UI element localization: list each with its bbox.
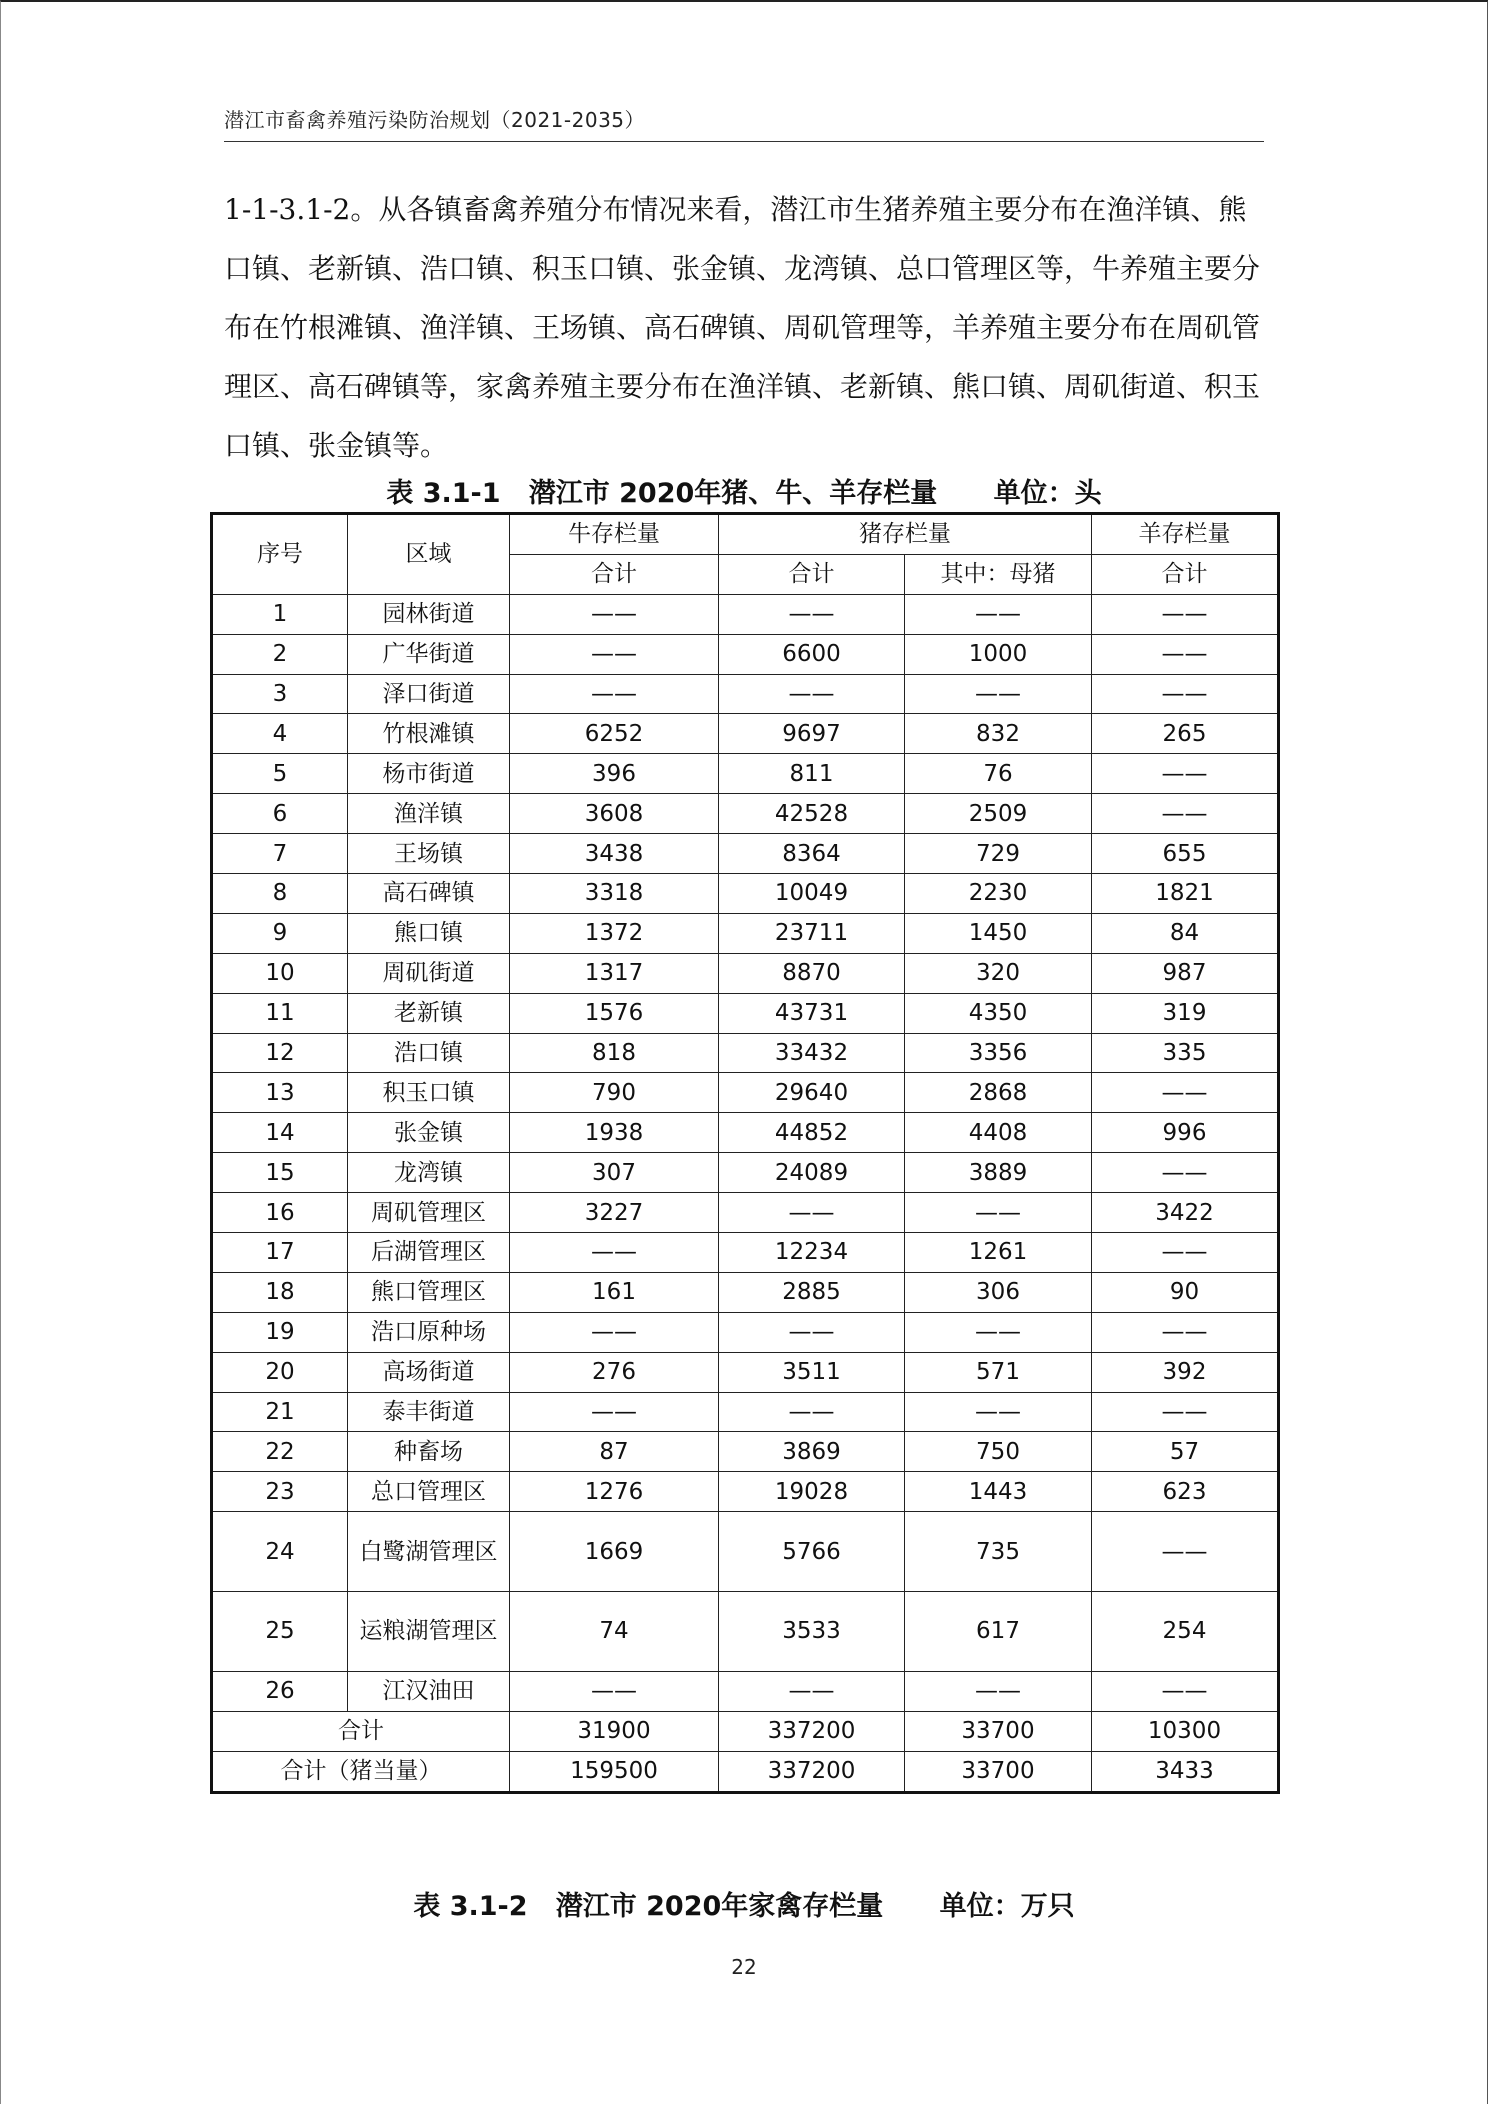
table-row <box>212 993 1279 1033</box>
cell-cattle-total: 818 <box>510 1033 719 1073</box>
cell-sheep-total: —— <box>1092 1392 1279 1432</box>
cell-seq: 2 <box>212 634 348 674</box>
cell-area: 后湖管理区 <box>348 1233 510 1273</box>
cell-seq: 5 <box>212 754 348 794</box>
cell-seq: 3 <box>212 674 348 714</box>
cell-sheep-total: 57 <box>1092 1432 1279 1472</box>
table-row <box>212 953 1279 993</box>
cell-pig-total: 42528 <box>719 794 905 834</box>
table-row <box>212 794 1279 834</box>
table-row <box>212 1472 1279 1512</box>
cell-pig-total: —— <box>719 594 905 634</box>
cell-seq: 22 <box>212 1432 348 1472</box>
table-row <box>212 1432 1279 1472</box>
cell-pig-total: 29640 <box>719 1073 905 1113</box>
table-caption-3-1-1: 表 3.1-1 潜江市 2020年猪、牛、羊存栏量 单位：头 <box>386 478 1102 509</box>
cell-pig-sow: 33700 <box>905 1711 1092 1751</box>
total-label: 合计 <box>212 1711 510 1751</box>
cell-cattle-total: —— <box>510 1312 719 1352</box>
cell-pig-total: 10049 <box>719 874 905 914</box>
cell-sheep-total: —— <box>1092 1153 1279 1193</box>
cell-sheep-total: —— <box>1092 794 1279 834</box>
cell-sheep-total: 623 <box>1092 1472 1279 1512</box>
table-row <box>212 1113 1279 1153</box>
cell-area: 泽口街道 <box>348 674 510 714</box>
cell-sheep-total: —— <box>1092 1671 1279 1711</box>
cell-seq: 26 <box>212 1671 348 1711</box>
cell-sheep-total: 84 <box>1092 913 1279 953</box>
cell-pig-total: 6600 <box>719 634 905 674</box>
cell-cattle-total: —— <box>510 674 719 714</box>
table-row <box>212 874 1279 914</box>
cell-seq: 6 <box>212 794 348 834</box>
cell-seq: 4 <box>212 714 348 754</box>
cell-cattle-total: 1938 <box>510 1113 719 1153</box>
cell-sheep-total: —— <box>1092 1233 1279 1273</box>
table-row <box>212 1153 1279 1193</box>
cell-pig-sow: 320 <box>905 953 1092 993</box>
cell-cattle-total: 307 <box>510 1153 719 1193</box>
cell-cattle-total: 1276 <box>510 1472 719 1512</box>
cell-pig-sow: 729 <box>905 834 1092 874</box>
cell-cattle-total: 276 <box>510 1352 719 1392</box>
cell-seq: 9 <box>212 913 348 953</box>
cell-pig-sow: —— <box>905 1392 1092 1432</box>
table-row <box>212 1671 1279 1711</box>
table-row <box>212 714 1279 754</box>
cell-pig-sow: 76 <box>905 754 1092 794</box>
table-row <box>212 754 1279 794</box>
cell-sheep-total: —— <box>1092 634 1279 674</box>
cell-sheep-total: 254 <box>1092 1592 1279 1672</box>
cell-cattle-total: 3318 <box>510 874 719 914</box>
cell-sheep-total: 987 <box>1092 953 1279 993</box>
cell-area: 竹根滩镇 <box>348 714 510 754</box>
cell-pig-sow: 1443 <box>905 1472 1092 1512</box>
cell-seq: 20 <box>212 1352 348 1392</box>
cell-pig-sow: 1261 <box>905 1233 1092 1273</box>
cell-pig-total: 3869 <box>719 1432 905 1472</box>
cell-seq: 23 <box>212 1472 348 1512</box>
table-row <box>212 1312 1279 1352</box>
cell-seq: 19 <box>212 1312 348 1352</box>
cell-area: 杨市街道 <box>348 754 510 794</box>
table-row <box>212 834 1279 874</box>
cell-seq: 13 <box>212 1073 348 1113</box>
cell-pig-total: 33432 <box>719 1033 905 1073</box>
cell-pig-sow: —— <box>905 674 1092 714</box>
cell-seq: 7 <box>212 834 348 874</box>
total-label: 合计（猪当量） <box>212 1751 510 1792</box>
cell-area: 泰丰街道 <box>348 1392 510 1432</box>
cell-cattle-total: 3608 <box>510 794 719 834</box>
cell-seq: 8 <box>212 874 348 914</box>
cell-cattle-total: —— <box>510 594 719 634</box>
cell-pig-sow: 2509 <box>905 794 1092 834</box>
cell-area: 王场镇 <box>348 834 510 874</box>
cell-sheep-total: 3422 <box>1092 1193 1279 1233</box>
cell-pig-total: —— <box>719 1193 905 1233</box>
cell-pig-sow: 571 <box>905 1352 1092 1392</box>
table-row <box>212 674 1279 714</box>
cell-cattle-total: 1669 <box>510 1512 719 1592</box>
cell-area: 高场街道 <box>348 1352 510 1392</box>
cell-sheep-total: —— <box>1092 1312 1279 1352</box>
cell-pig-sow: 4408 <box>905 1113 1092 1153</box>
page-number: 22 <box>731 1955 757 1979</box>
cell-pig-sow: —— <box>905 1193 1092 1233</box>
header-area: 区域 <box>348 514 510 595</box>
cell-area: 浩口镇 <box>348 1033 510 1073</box>
cell-pig-total: 2885 <box>719 1272 905 1312</box>
cell-cattle-total: 396 <box>510 754 719 794</box>
cell-sheep-total: 1821 <box>1092 874 1279 914</box>
cell-sheep-total: 335 <box>1092 1033 1279 1073</box>
cell-sheep-total: —— <box>1092 594 1279 634</box>
cell-area: 老新镇 <box>348 993 510 1033</box>
table-row <box>212 1233 1279 1273</box>
cell-pig-total: 5766 <box>719 1512 905 1592</box>
header-cattle: 牛存栏量 <box>510 514 719 555</box>
cell-area: 高石碑镇 <box>348 874 510 914</box>
cell-cattle-total: 31900 <box>510 1711 719 1751</box>
livestock-inventory-table <box>210 512 1280 1794</box>
cell-cattle-total: 87 <box>510 1432 719 1472</box>
paragraph-text: 1-1-3.1-2。从各镇畜禽养殖分布情况来看，潜江市生猪养殖主要分布在渔洋镇、熊口镇、老新镇、浩口镇、积玉口镇、张金镇、龙湾镇、总口管理区等，牛养殖主要分布在竹根滩镇、渔洋镇、王场镇、高石碑镇、周矶管理等，羊养殖主要分布在周矶管理区、高石碑镇等，家禽养殖主要分布在渔洋镇、老新镇、熊口镇、周矶街道、积玉口镇、张金镇等。 <box>224 193 1261 462</box>
cell-seq: 11 <box>212 993 348 1033</box>
cell-cattle-total: 790 <box>510 1073 719 1113</box>
cell-pig-total: 8364 <box>719 834 905 874</box>
cell-pig-sow: 1450 <box>905 913 1092 953</box>
cell-seq: 16 <box>212 1193 348 1233</box>
cell-pig-total: 43731 <box>719 993 905 1033</box>
cell-seq: 25 <box>212 1592 348 1672</box>
cell-seq: 14 <box>212 1113 348 1153</box>
cell-seq: 24 <box>212 1512 348 1592</box>
header-pig-sow: 其中：母猪 <box>905 554 1092 594</box>
cell-pig-sow: 306 <box>905 1272 1092 1312</box>
cell-area: 总口管理区 <box>348 1472 510 1512</box>
table-row <box>212 1392 1279 1432</box>
cell-pig-sow: 735 <box>905 1512 1092 1592</box>
cell-cattle-total: 1317 <box>510 953 719 993</box>
header-seq: 序号 <box>212 514 348 595</box>
cell-cattle-total: 74 <box>510 1592 719 1672</box>
table-row <box>212 1193 1279 1233</box>
cell-cattle-total: 1576 <box>510 993 719 1033</box>
cell-pig-total: 12234 <box>719 1233 905 1273</box>
cell-pig-total: —— <box>719 1671 905 1711</box>
cell-pig-total: 9697 <box>719 714 905 754</box>
total-row <box>212 1751 1279 1792</box>
cell-sheep-total: 392 <box>1092 1352 1279 1392</box>
cell-pig-total: 3533 <box>719 1592 905 1672</box>
cell-sheep-total: 90 <box>1092 1272 1279 1312</box>
cell-sheep-total: —— <box>1092 1512 1279 1592</box>
cell-area: 江汉油田 <box>348 1671 510 1711</box>
cell-cattle-total: —— <box>510 1233 719 1273</box>
cell-seq: 21 <box>212 1392 348 1432</box>
cell-cattle-total: 3227 <box>510 1193 719 1233</box>
cell-pig-total: 3511 <box>719 1352 905 1392</box>
body-paragraph <box>224 180 1264 475</box>
cell-area: 种畜场 <box>348 1432 510 1472</box>
running-header: 潜江市畜禽养殖污染防治规划（2021-2035） <box>224 104 1264 142</box>
table-row <box>212 594 1279 634</box>
cell-seq: 18 <box>212 1272 348 1312</box>
cell-pig-total: 24089 <box>719 1153 905 1193</box>
cell-area: 园林街道 <box>348 594 510 634</box>
cell-seq: 10 <box>212 953 348 993</box>
cell-area: 熊口镇 <box>348 913 510 953</box>
cell-area: 渔洋镇 <box>348 794 510 834</box>
table-row <box>212 1512 1279 1592</box>
cell-pig-total: —— <box>719 1392 905 1432</box>
cell-pig-sow: 33700 <box>905 1751 1092 1792</box>
cell-sheep-total: —— <box>1092 674 1279 714</box>
cell-pig-sow: 4350 <box>905 993 1092 1033</box>
cell-pig-sow: 832 <box>905 714 1092 754</box>
cell-pig-total: 8870 <box>719 953 905 993</box>
cell-sheep-total: —— <box>1092 1073 1279 1113</box>
cell-pig-sow: —— <box>905 1671 1092 1711</box>
cell-cattle-total: 161 <box>510 1272 719 1312</box>
cell-cattle-total: 3438 <box>510 834 719 874</box>
cell-cattle-total: —— <box>510 634 719 674</box>
cell-pig-sow: —— <box>905 1312 1092 1352</box>
cell-pig-total: 19028 <box>719 1472 905 1512</box>
cell-pig-total: —— <box>719 674 905 714</box>
cell-pig-total: 44852 <box>719 1113 905 1153</box>
cell-area: 浩口原种场 <box>348 1312 510 1352</box>
table-body <box>212 594 1279 1792</box>
header-sheep: 羊存栏量 <box>1092 514 1279 555</box>
table-row <box>212 1272 1279 1312</box>
cell-area: 白鹭湖管理区 <box>348 1512 510 1592</box>
cell-area: 周矶管理区 <box>348 1193 510 1233</box>
cell-cattle-total: 159500 <box>510 1751 719 1792</box>
cell-area: 龙湾镇 <box>348 1153 510 1193</box>
cell-pig-total: 23711 <box>719 913 905 953</box>
cell-seq: 15 <box>212 1153 348 1193</box>
table-row <box>212 1073 1279 1113</box>
table-row <box>212 1033 1279 1073</box>
cell-sheep-total: 655 <box>1092 834 1279 874</box>
cell-area: 周矶街道 <box>348 953 510 993</box>
cell-cattle-total: —— <box>510 1392 719 1432</box>
cell-pig-sow: 2868 <box>905 1073 1092 1113</box>
header-pig-total: 合计 <box>719 554 905 594</box>
header-cattle-total: 合计 <box>510 554 719 594</box>
cell-pig-sow: —— <box>905 594 1092 634</box>
cell-area: 积玉口镇 <box>348 1073 510 1113</box>
total-row <box>212 1711 1279 1751</box>
cell-cattle-total: —— <box>510 1671 719 1711</box>
table-row <box>212 634 1279 674</box>
cell-cattle-total: 1372 <box>510 913 719 953</box>
cell-sheep-total: 319 <box>1092 993 1279 1033</box>
cell-seq: 1 <box>212 594 348 634</box>
cell-area: 运粮湖管理区 <box>348 1592 510 1672</box>
cell-area: 张金镇 <box>348 1113 510 1153</box>
cell-sheep-total: 265 <box>1092 714 1279 754</box>
header-sheep-total: 合计 <box>1092 554 1279 594</box>
cell-pig-sow: 1000 <box>905 634 1092 674</box>
cell-pig-total: —— <box>719 1312 905 1352</box>
cell-sheep-total: —— <box>1092 754 1279 794</box>
cell-sheep-total: 996 <box>1092 1113 1279 1153</box>
cell-sheep-total: 3433 <box>1092 1751 1279 1792</box>
header-pig: 猪存栏量 <box>719 514 1092 555</box>
cell-pig-total: 337200 <box>719 1751 905 1792</box>
table-row <box>212 1592 1279 1672</box>
cell-pig-sow: 2230 <box>905 874 1092 914</box>
cell-pig-sow: 3889 <box>905 1153 1092 1193</box>
table-row <box>212 913 1279 953</box>
cell-pig-sow: 750 <box>905 1432 1092 1472</box>
cell-pig-total: 337200 <box>719 1711 905 1751</box>
cell-pig-sow: 617 <box>905 1592 1092 1672</box>
cell-cattle-total: 6252 <box>510 714 719 754</box>
cell-area: 广华街道 <box>348 634 510 674</box>
table-caption-3-1-2: 表 3.1-2 潜江市 2020年家禽存栏量 单位：万只 <box>413 1891 1075 1922</box>
cell-sheep-total: 10300 <box>1092 1711 1279 1751</box>
cell-seq: 12 <box>212 1033 348 1073</box>
table-row <box>212 1352 1279 1392</box>
cell-area: 熊口管理区 <box>348 1272 510 1312</box>
cell-pig-sow: 3356 <box>905 1033 1092 1073</box>
cell-pig-total: 811 <box>719 754 905 794</box>
cell-seq: 17 <box>212 1233 348 1273</box>
